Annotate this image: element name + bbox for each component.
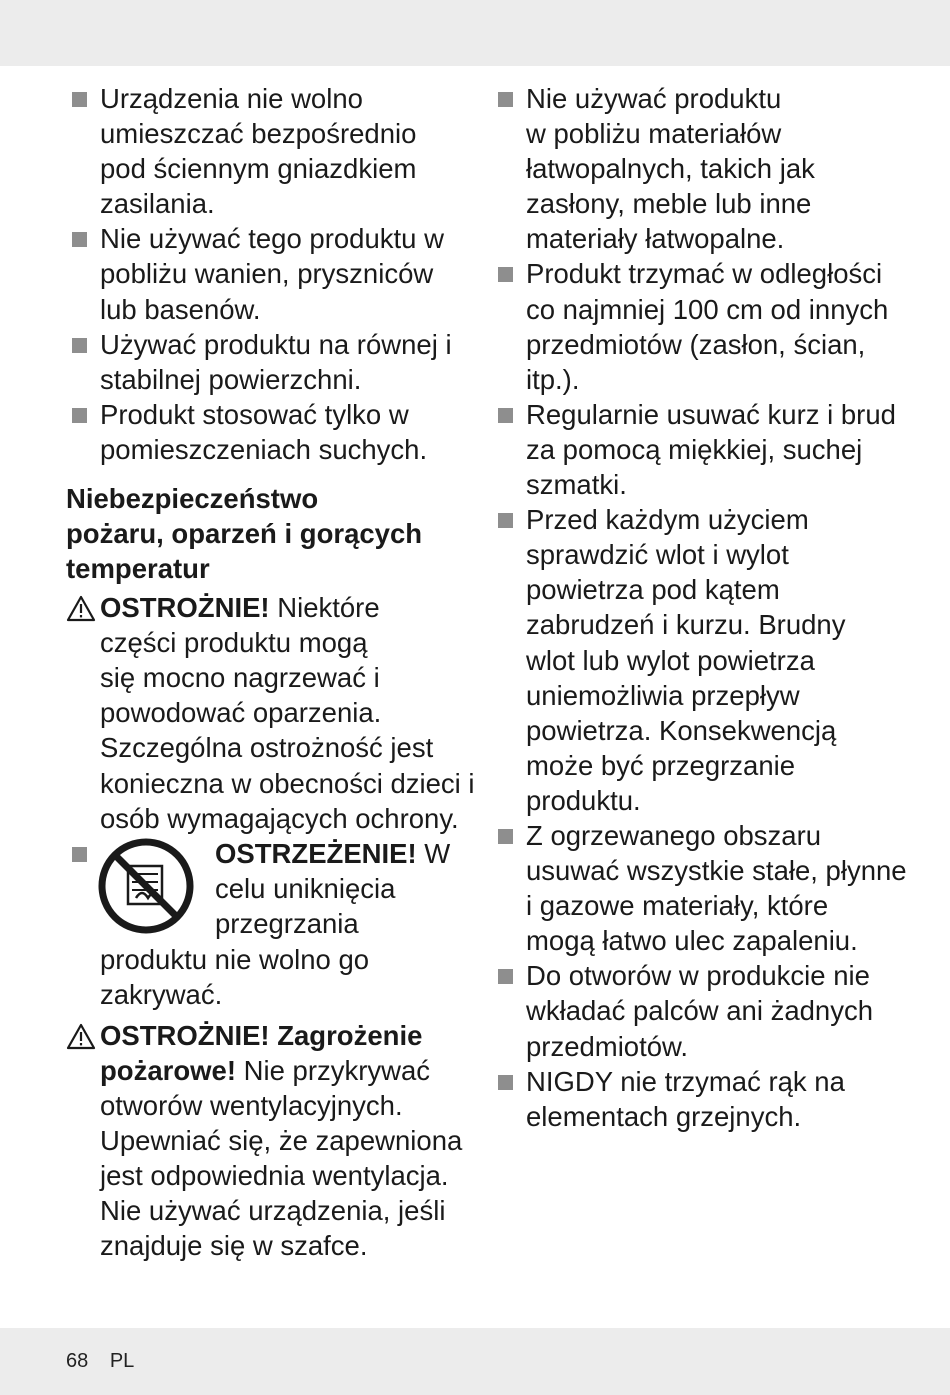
warning-triangle-icon [66, 1023, 96, 1050]
square-bullet-icon [72, 232, 87, 247]
list-item: Używać produktu na równej i stabilnej powierzchni. [66, 327, 466, 397]
language-code: PL [109, 1350, 135, 1372]
header-band [0, 0, 950, 66]
list-item: Produkt stosować tylko w pomieszczeniach suchych. [66, 397, 466, 467]
do-not-cover-icon [98, 838, 194, 934]
list-item: Produkt trzymać w odległości co najmniej 100 cm od innych przedmiotów (zasłon, ścian, itp.). [492, 256, 892, 396]
square-bullet-icon [72, 847, 87, 862]
do-not-cover-warning: OSTRZEŻENIE! W celu uniknięcia przegrzania [66, 836, 466, 976]
right-column [492, 81, 907, 1134]
fire-caution-notice: OSTROŻNIE! Zagrożenie pożarowe! Nie przykrywać otworów wentylacyjnych. Upewniać się, że zapewniona jest odpowiednia wentylacja. Nie używać urządzenia, jeśli znajduje się w szafce. [66, 1018, 466, 1264]
square-bullet-icon [72, 338, 87, 353]
list-item: NIGDY nie trzymać rąk na elementach grzejnych. [492, 1064, 892, 1134]
square-bullet-icon [498, 513, 513, 528]
square-bullet-icon [498, 408, 513, 423]
warning-label: OSTRZEŻENIE! [215, 837, 417, 869]
warning-triangle-icon [66, 595, 96, 622]
square-bullet-icon [498, 969, 513, 984]
list-item: Do otworów w produkcie nie wkładać palców ani żadnych przedmiotów. [492, 958, 892, 1063]
square-bullet-icon [498, 829, 513, 844]
square-bullet-icon [72, 92, 87, 107]
page-number: 68 [66, 1350, 89, 1372]
warning-continuation: produktu nie wolno go zakrywać. [100, 943, 370, 1010]
list-item: Nie używać tego produktu w pobliżu wanien, pryszniców lub basenów. [66, 221, 466, 326]
list-item: Przed każdym użyciem sprawdzić wlot i wylot powietrza pod kątem zabrudzeń i kurzu. Brudny wlot lub wylot powietrza uniemożliwia przepływ powietrza. Konsekwencją może być przegrzanie produktu. [492, 502, 892, 818]
square-bullet-icon [498, 1075, 513, 1090]
square-bullet-icon [498, 92, 513, 107]
page-footer [66, 1350, 150, 1373]
square-bullet-icon [498, 267, 513, 282]
list-item: Nie używać produktu w pobliżu materiałów łatwopalnych, takich jak zasłony, meble lub inne materiały łatwopalne. [492, 81, 892, 256]
caution-notice: OSTROŻNIE! Niektóre części produktu mogą się mocno nagrzewać i powodować oparzenia. Szczególna ostrożność jest konieczna w obecności dzieci i osób wymagających ochrony. [66, 590, 466, 836]
caution-label: OSTROŻNIE! [100, 592, 270, 624]
list-item: Z ogrzewanego obszaru usuwać wszystkie stałe, płynne i gazowe materiały, które mogą łatwo ulec zapaleniu. [492, 818, 892, 958]
bullet-list-left [66, 81, 466, 467]
caution-label: OSTROŻNIE! Zagrożenie [100, 1019, 423, 1051]
list-item: Urządzenia nie wolno umieszczać bezpośrednio pod ściennym gniazdkiem zasilania. [66, 81, 466, 221]
square-bullet-icon [72, 408, 87, 423]
left-column [66, 81, 475, 1264]
section-heading: Niebezpieczeństwo pożaru, oparzeń i gorących temperatur [66, 483, 423, 585]
list-item: Regularnie usuwać kurz i brud za pomocą miękkiej, suchej szmatki. [492, 397, 892, 502]
